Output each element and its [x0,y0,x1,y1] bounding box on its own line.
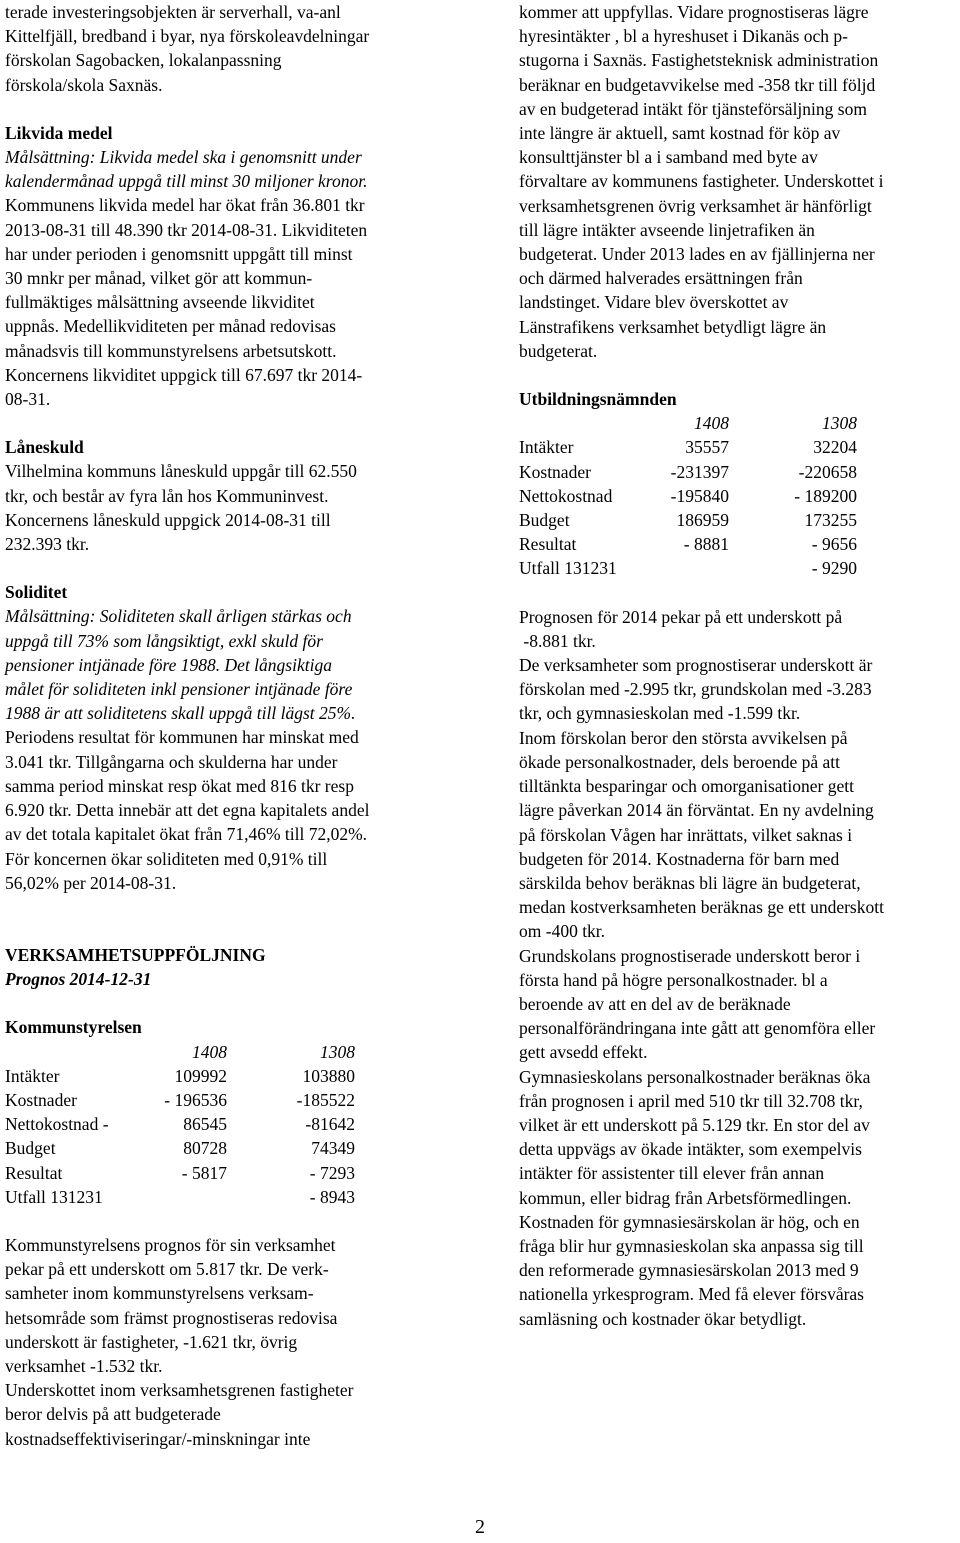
table-row [5,1088,355,1112]
text-line: 6.920 tkr. Detta innebär att det egna kapitalets andel [5,800,370,821]
un-body [519,605,959,1331]
text-line: verksamhetsgrenen övrig verksamhet är hänförligt [519,195,872,216]
table-row [5,1136,355,1160]
text-line: konsulttjänster bl a i samband med byte av [519,147,818,168]
text-line: Länstrafikens verksamhet betydligt lägre än [519,316,827,337]
text-line: pekar på ett underskott om 5.817 tkr. De verk- [5,1259,329,1280]
text-line: av det totala kapitalet ökat från 71,46% till 72,02%. [5,824,368,845]
text-line: vilket är ett underskott på 5.129 tkr. En stor del av [519,1114,870,1135]
text-line: lägre påverkan 2014 än förväntat. En ny avdelning [519,800,874,821]
text-line: tkr, och består av fyra lån hos Kommuninvest. [5,485,329,506]
ks-body [5,1233,450,1451]
text-line: Kittelfjäll, bredband i byar, nya förskoleavdelningar [5,26,370,47]
value-1408: 186959 [676,510,729,531]
text-line: gett avsedd effekt. [519,1042,648,1063]
text-line: 30 mnkr per månad, vilket gör att kommun- [5,268,313,289]
text-line: särskilda behov beräknas bli lägre än budgeterat, [519,872,861,893]
text-line: Grundskolans prognostiserade underskott beror i [519,945,861,966]
table-header-cell [519,411,635,435]
table-header-row [5,1040,355,1064]
text-line: uppgå till 73% som långsiktigt, exkl skuld för [5,630,323,651]
text-line: tkr, och gymnasieskolan med -1.599 tkr. [519,703,801,724]
value-1408: 109992 [174,1065,227,1086]
value-1308: 74349 [311,1138,355,1159]
value-1408 [635,556,729,580]
text-line: Målsättning: Likvida medel ska i genomsnitt under [5,147,362,168]
row-label: Nettokostnad - [5,1114,109,1135]
text-line: Gymnasieskolans personalkostnader beräknas öka [519,1066,871,1087]
text-line: 56,02% per 2014-08-31. [5,872,177,893]
text-line: kostnadseffektiviseringar/-minskningar inte [5,1428,311,1449]
row-label: Budget [519,510,570,531]
text-line: Periodens resultat för kommunen har minskat med [5,727,359,748]
text-line: 2013-08-31 till 48.390 tkr 2014-08-31. Likviditeten [5,219,368,240]
table-row [519,556,857,580]
text-line: Kommunens likvida medel har ökat från 36.801 tkr [5,195,365,216]
text-line: budgeten för 2014. Kostnaderna för barn med [519,848,840,869]
table-row [5,1112,355,1136]
table-row [519,484,857,508]
text-line: och därmed halverades ersättningen från [519,268,803,289]
text-line: samma period minskat resp ökat med 816 tkr resp [5,775,354,796]
soliditet-body [5,725,450,894]
text-line: Prognosen för 2014 pekar på ett underskott på [519,606,843,627]
value-1308: - 7293 [309,1162,355,1183]
value-1308: - 189200 [794,485,857,506]
text-line: Kommunstyrelsens prognos för sin verksamhet [5,1234,336,1255]
value-1308: -220658 [798,461,857,482]
text-line: Vilhelmina kommuns låneskuld uppgår till 62.550 [5,461,357,482]
value-1308: -81642 [305,1114,355,1135]
text-line: uppnås. Medellikviditeten per månad redovisas [5,316,336,337]
table-row [5,1161,355,1185]
text-line: på förskolan Vågen har inrättats, vilket saknas i [519,824,853,845]
text-line: till lägre intäkter avseende linjetrafiken än [519,219,815,240]
text-line: Målsättning: Soliditeten skall årligen stärkas och [5,606,352,627]
text-line: kalendermånad uppgå till minst 30 miljoner kronor. [5,171,368,192]
value-1308: 103880 [302,1065,355,1086]
text-line: om -400 tkr. [519,921,606,942]
table-row [519,435,857,459]
text-line: hetsområde som främst prognostiseras redovisa [5,1307,338,1328]
table-header-cell: 1308 [822,413,857,434]
table-row [519,460,857,484]
text-line: kommer att uppfyllas. Vidare prognostiseras lägre [519,2,869,22]
value-1408: -195840 [670,485,729,506]
verksamhet-heading: VERKSAMHETSUPPFÖLJNING [5,944,266,965]
un-table [519,411,857,580]
fastigheter-continuation [519,0,959,363]
value-1308: 173255 [804,510,857,531]
text-line: den reformerade gymnasiesärskolan 2013 med 9 [519,1260,859,1281]
text-line: budgeterat. Under 2013 lades en av fjällinjerna ner [519,244,875,265]
text-line: har under perioden i genomsnitt uppgått till minst [5,243,353,264]
text-line: De verksamheter som prognostiserar underskott är [519,655,873,676]
row-label: Nettokostnad [519,485,613,506]
text-line: personalförändringana inte gått att genomföra eller [519,1018,876,1039]
laneskuld-heading: Låneskuld [5,437,84,458]
table-header-cell [5,1040,137,1064]
text-line: hyresintäkter , bl a hyreshuset i Dikanäs och p- [519,26,849,47]
left-column [5,0,450,1451]
value-1408: - 8881 [683,534,729,555]
text-line: förskola/skola Saxnäs. [5,74,163,95]
value-1408 [137,1185,227,1209]
table-header-row [519,411,857,435]
text-line: 08-31. [5,389,51,410]
text-line: samläsning och kostnader ökar betydligt. [519,1308,807,1329]
row-label: Kostnader [5,1089,77,1110]
text-line: Koncernens låneskuld uppgick 2014-08-31 till [5,509,331,530]
row-label: Intäkter [5,1065,60,1086]
value-1308: - 8943 [309,1186,355,1207]
text-line: Kostnaden för gymnasiesärskolan är hög, och en [519,1211,860,1232]
likvida-body [5,193,450,411]
text-line: Koncernens likviditet uppgick till 67.697 tkr 2014- [5,364,363,385]
value-1408: - 5817 [181,1162,227,1183]
text-line: beräknar en budgetavvikelse med -358 tkr till följd [519,74,876,95]
table-row [519,532,857,556]
row-label: Utfall 131231 [519,558,617,579]
soliditet-heading: Soliditet [5,582,68,603]
text-line: 3.041 tkr. Tillgångarna och skulderna har under [5,751,338,772]
text-line: 1988 är att soliditetens skall uppgå till lägst 25%. [5,703,356,724]
text-line: pensioner intjänade före 1988. Det långsiktiga [5,654,332,675]
text-line: Underskottet inom verksamhetsgrenen fastigheter [5,1380,354,1401]
row-label: Utfall 131231 [5,1186,103,1207]
value-1308: - 9290 [811,558,857,579]
text-line: Inom förskolan beror den största avvikelsen på [519,727,848,748]
table-header-cell: 1308 [320,1041,355,1062]
likvida-heading: Likvida medel [5,122,113,143]
text-line: förvaltare av kommunens fastigheter. Underskottet i [519,171,884,192]
table-row [5,1064,355,1088]
text-line: landstinget. Vidare blev överskottet av [519,292,789,313]
text-line: från prognosen i april med 510 tkr till 32.708 tkr, [519,1090,863,1111]
table-row [5,1185,355,1209]
text-line: nationella yrkesprogram. Med få elever försvåras [519,1284,864,1305]
value-1408: -231397 [670,461,729,482]
text-line: -8.881 tkr. [519,630,596,651]
un-heading: Utbildningsnämnden [519,389,677,410]
text-line: stugorna i Saxnäs. Fastighetsteknisk administration [519,50,879,71]
text-line: samheter inom kommunstyrelsens verksam- [5,1283,314,1304]
value-1408: 86545 [183,1114,227,1135]
text-line: första hand på högre personalkostnader. bl a [519,969,828,990]
page-number: 2 [475,1516,485,1538]
row-label: Kostnader [519,461,591,482]
text-line: verksamhet -1.532 tkr. [5,1355,163,1376]
text-line: beroende av att en del av de beräknade [519,993,791,1014]
ks-heading: Kommunstyrelsen [5,1017,142,1038]
text-line: av en budgeterad intäkt för tjänsteförsäljning som [519,98,867,119]
likvida-goal [5,145,450,193]
text-line: beror delvis på att budgeterade [5,1404,221,1425]
text-line: målet för soliditeten inkl pensioner intjänade före [5,679,353,700]
text-line: detta uppvägs av ökade intäkter, som exempelvis [519,1139,862,1160]
text-line: fullmäktiges målsättning avseende likviditet [5,292,315,313]
text-line: budgeterat. [519,340,598,361]
intro-paragraph [5,0,450,97]
value-1308: 32204 [813,437,857,458]
row-label: Budget [5,1138,56,1159]
text-line: kommun, eller bidrag från Arbetsförmedlingen. [519,1187,852,1208]
row-label: Intäkter [519,437,574,458]
text-line: intäkter för assistenter till elever från annan [519,1163,825,1184]
value-1408: - 196536 [164,1089,227,1110]
table-header-cell: 1408 [192,1041,227,1062]
value-1408: 35557 [685,437,729,458]
text-line: månadsvis till kommunstyrelsens arbetsutskott. [5,340,337,361]
text-line: ökade personalkostnader, dels beroende på att [519,751,840,772]
text-line: För koncernen ökar soliditeten med 0,91% till [5,848,328,869]
row-label: Resultat [519,534,577,555]
text-line: terade investeringsobjekten är serverhall, va-anl [5,2,341,22]
table-row [519,508,857,532]
value-1408: 80728 [183,1138,227,1159]
text-line: fråga blir hur gymnasieskolan ska anpassa sig till [519,1235,864,1256]
text-line: underskott är fastigheter, -1.621 tkr, övrig [5,1331,298,1352]
text-line: tilltänkta besparingar och omorganisationer gett [519,776,854,797]
value-1308: - 9656 [811,534,857,555]
right-column [519,0,959,1331]
row-label: Resultat [5,1162,63,1183]
text-line: medan kostverksamheten beräknas ge ett underskott [519,897,884,918]
text-line: inte längre är aktuell, samt kostnad för köp av [519,123,841,144]
text-line: 232.393 tkr. [5,534,90,555]
table-header-cell: 1408 [694,413,729,434]
soliditet-goal [5,604,450,725]
verksamhet-subheading: Prognos 2014-12-31 [5,969,152,990]
text-line: förskolan Sagobacken, lokalanpassning [5,50,282,71]
ks-table [5,1040,355,1209]
text-line: förskolan med -2.995 tkr, grundskolan med -3.283 [519,679,872,700]
laneskuld-body [5,459,450,556]
value-1308: -185522 [296,1089,355,1110]
